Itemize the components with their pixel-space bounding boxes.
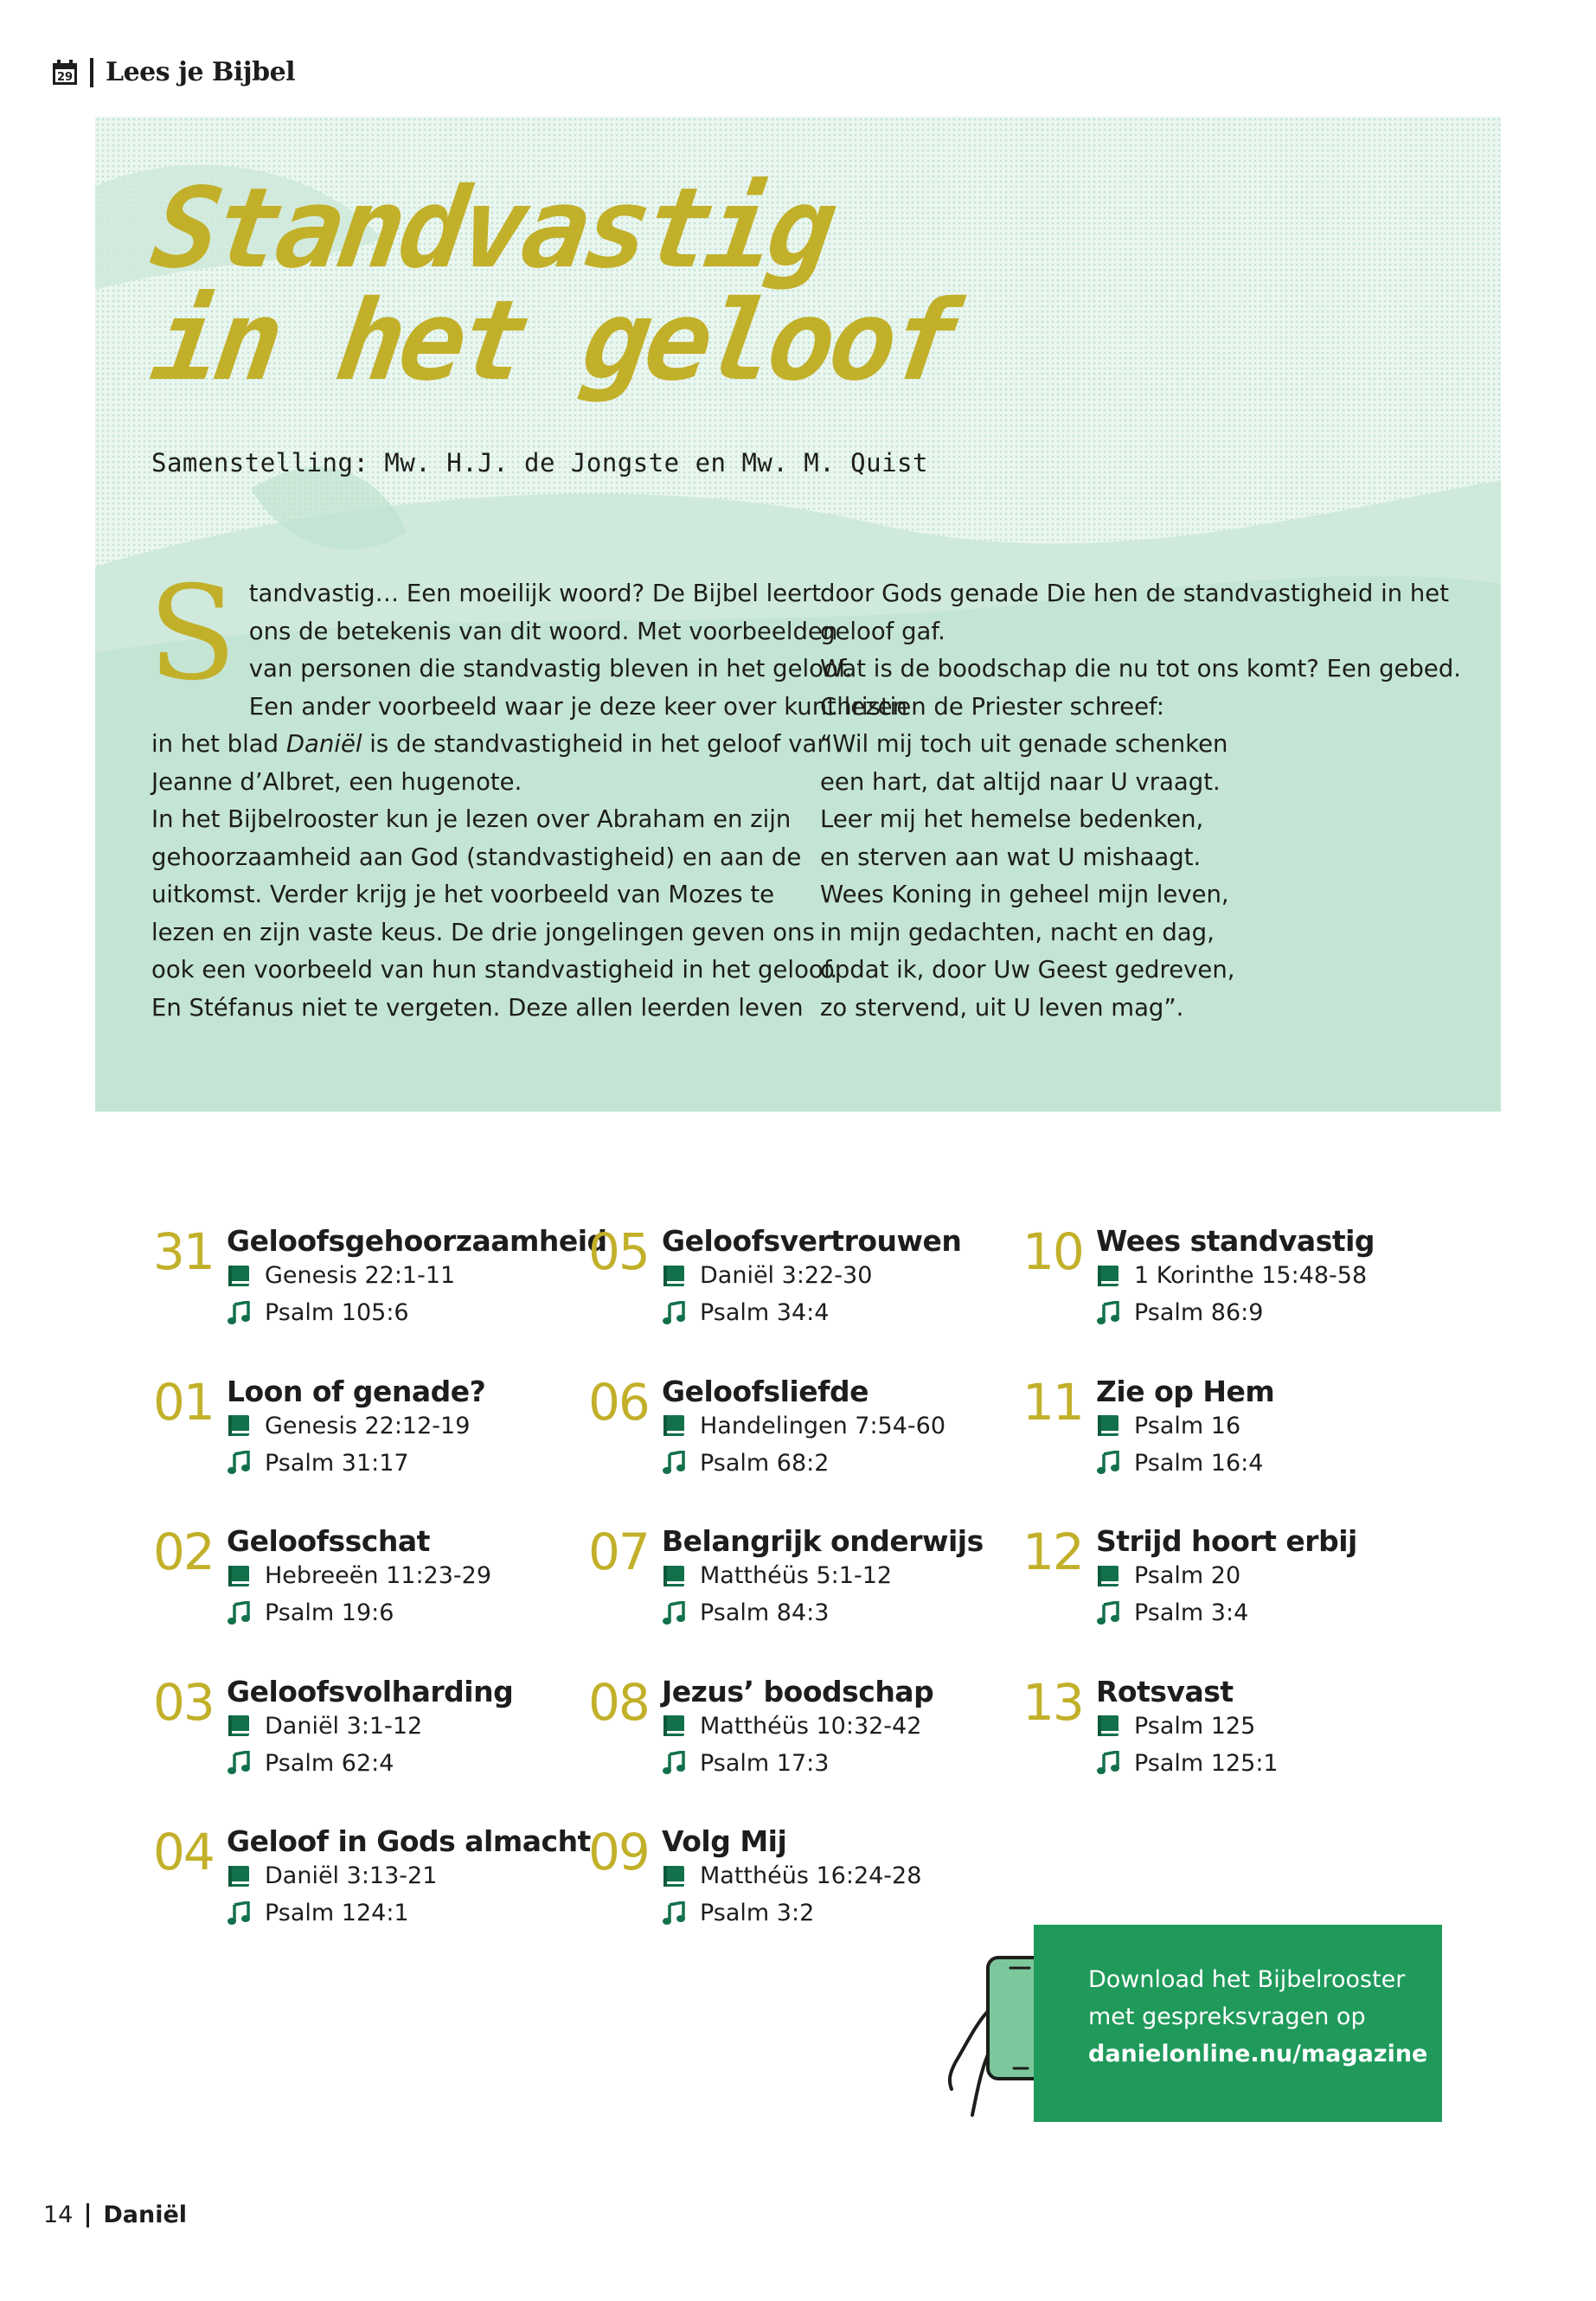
text-line: ons de betekenis van dit woord. Met voorbeelden: [248, 617, 838, 645]
day-number: 05: [588, 1222, 649, 1281]
poem-line: een hart, dat altijd naar U vraagt.: [820, 767, 1221, 796]
text-line: ook een voorbeeld van hun standvastigheid in het geloof.: [151, 956, 838, 984]
bible-book-icon: [662, 1413, 700, 1438]
day-number: 06: [588, 1372, 649, 1432]
magazine-name: Daniël: [103, 2202, 188, 2228]
bible-book-icon: [227, 1714, 265, 1738]
entry-title: Wees standvastig: [1096, 1224, 1375, 1258]
reading-ref: Matthéüs 16:24-28: [700, 1862, 922, 1889]
section-label: Lees je Bijbel: [106, 57, 296, 87]
psalm-ref: Psalm 62:4: [265, 1749, 394, 1777]
poem-line: Wees Koning in geheel mijn leven,: [820, 881, 1229, 908]
schedule-entry: [588, 1224, 1021, 1371]
music-note-icon: [662, 1451, 700, 1475]
bible-reading: [1096, 1562, 1240, 1589]
music-note-icon: [227, 1601, 265, 1625]
psalm-reference: [1096, 1299, 1263, 1326]
bible-book-icon: [1096, 1714, 1134, 1738]
poem-line: in mijn gedachten, nacht en dag,: [820, 918, 1215, 946]
psalm-reference: [1096, 1750, 1279, 1777]
entry-title: Geloofsvolharding: [227, 1674, 514, 1708]
bible-reading: [1096, 1262, 1367, 1289]
day-number: 07: [588, 1522, 649, 1581]
psalm-ref: Psalm 125:1: [1134, 1749, 1279, 1777]
psalm-reference: [662, 1599, 829, 1626]
reading-ref: Psalm 20: [1134, 1562, 1241, 1589]
psalm-ref: Psalm 34:4: [700, 1299, 830, 1326]
drop-cap: S: [148, 559, 237, 709]
text-line: In het Bijbelrooster kun je lezen over Abraham en zijn: [151, 805, 792, 833]
bible-reading: [227, 1713, 422, 1740]
psalm-ref: Psalm 16:4: [1134, 1449, 1264, 1477]
day-number: 04: [153, 1823, 214, 1881]
psalm-ref: Psalm 105:6: [265, 1299, 409, 1326]
calendar-day: 29: [56, 70, 74, 84]
psalm-ref: Psalm 3:4: [1134, 1599, 1249, 1626]
schedule-entry: [153, 1372, 586, 1522]
bible-book-icon: [1096, 1264, 1134, 1288]
schedule-entry: [588, 1824, 1021, 1971]
title-line-2: in het geloof: [144, 277, 963, 406]
music-note-icon: [1096, 1451, 1134, 1475]
download-callout: [1034, 1925, 1442, 2122]
music-note-icon: [662, 1301, 700, 1325]
psalm-reference: [1096, 1599, 1248, 1626]
text-line: tandvastig… Een moeilijk woord? De Bijbel leert: [248, 580, 822, 607]
schedule-entry: [588, 1372, 1021, 1522]
bible-book-icon: [227, 1864, 265, 1888]
music-note-icon: [1096, 1601, 1134, 1625]
psalm-ref: Psalm 17:3: [700, 1749, 830, 1777]
intro-column-right: [820, 575, 1477, 1027]
bible-reading: [662, 1262, 872, 1289]
text-line: uitkomst. Verder krijg je het voorbeeld van Mozes te: [151, 881, 775, 908]
psalm-ref: Psalm 19:6: [265, 1599, 394, 1626]
entry-title: Geloofsvertrouwen: [662, 1224, 962, 1258]
entry-title: Jezus’ boodschap: [662, 1674, 934, 1708]
bible-reading: [662, 1713, 921, 1740]
bible-book-icon: [662, 1264, 700, 1288]
entry-title: Geloofsgehoorzaamheid: [227, 1224, 607, 1258]
bible-reading: [227, 1413, 470, 1439]
reading-ref: Daniël 3:22-30: [700, 1262, 873, 1289]
schedule-entry: [1022, 1224, 1455, 1371]
bible-reading: [227, 1862, 437, 1889]
reading-ref: 1 Korinthe 15:48-58: [1134, 1262, 1368, 1289]
reading-ref: Matthéüs 5:1-12: [700, 1562, 893, 1589]
download-line-2: met gespreksvragen op: [1088, 2003, 1366, 2030]
credit-line: Samenstelling: Mw. H.J. de Jongste en Mw. M. Quist: [151, 448, 928, 478]
reading-ref: Daniël 3:13-21: [265, 1862, 438, 1889]
page-footer: [43, 2202, 187, 2228]
text-line: gehoorzaamheid aan God (standvastigheid) en aan de: [151, 843, 802, 871]
music-note-icon: [227, 1901, 265, 1926]
psalm-reference: [227, 1299, 409, 1326]
psalm-ref: Psalm 68:2: [700, 1449, 830, 1477]
page-header: [52, 57, 295, 87]
download-text: [1088, 1961, 1427, 2073]
music-note-icon: [662, 1601, 700, 1625]
psalm-ref: Psalm 124:1: [265, 1900, 409, 1926]
day-number: 03: [153, 1672, 214, 1732]
text-line: in het blad Daniël is de standvastigheid in het geloof van: [151, 730, 832, 758]
bible-book-icon: [662, 1564, 700, 1588]
bible-book-icon: [662, 1714, 700, 1738]
bible-reading: [662, 1413, 945, 1439]
footer-divider: [87, 2203, 89, 2227]
day-number: 02: [153, 1522, 214, 1581]
music-note-icon: [1096, 1751, 1134, 1775]
poem-line: Leer mij het hemelse bedenken,: [820, 805, 1204, 833]
bible-book-icon: [662, 1864, 700, 1888]
day-number: 13: [1022, 1672, 1083, 1732]
reading-ref: Matthéüs 10:32-42: [700, 1712, 922, 1740]
reading-ref: Hebreeën 11:23-29: [265, 1562, 491, 1589]
entry-title: Zie op Hem: [1096, 1374, 1275, 1408]
entry-title: Strijd hoort erbij: [1096, 1524, 1357, 1558]
entry-title: Geloofsschat: [227, 1524, 430, 1558]
bible-book-icon: [227, 1264, 265, 1288]
poem-line: “Wil mij toch uit genade schenken: [820, 730, 1228, 758]
schedule-entry: [588, 1672, 1021, 1822]
psalm-reference: [227, 1750, 394, 1777]
day-number: 10: [1022, 1222, 1083, 1281]
day-number: 11: [1022, 1372, 1083, 1432]
day-number: 08: [588, 1672, 649, 1732]
music-note-icon: [227, 1451, 265, 1475]
text-line: Jeanne d’Albret, een hugenote.: [151, 767, 522, 796]
text-line: van personen die standvastig bleven in het geloof.: [248, 655, 853, 683]
entry-title: Geloofsliefde: [662, 1374, 869, 1408]
intro-panel: [95, 117, 1501, 1112]
header-divider: [90, 58, 93, 87]
bible-reading: [662, 1562, 892, 1589]
bible-book-icon: [1096, 1564, 1134, 1588]
entry-title: Rotsvast: [1096, 1674, 1234, 1708]
psalm-reference: [227, 1599, 394, 1626]
schedule-entry: [1022, 1372, 1455, 1522]
bible-reading: [227, 1262, 455, 1289]
bible-reading: [662, 1862, 921, 1889]
music-note-icon: [227, 1751, 265, 1775]
text-line: En Stéfanus niet te vergeten. Deze allen leerden leven: [151, 993, 804, 1022]
text-line: lezen en zijn vaste keus. De drie jongelingen geven ons: [151, 918, 815, 946]
psalm-reference: [662, 1299, 829, 1326]
music-note-icon: [662, 1901, 700, 1926]
poem-line: en sterven aan wat U mishaagt.: [820, 843, 1202, 871]
bible-book-icon: [227, 1564, 265, 1588]
psalm-ref: Psalm 84:3: [700, 1599, 830, 1626]
entry-title: Loon of genade?: [227, 1374, 486, 1408]
poem-line: zo stervend, uit U leven mag”.: [820, 993, 1184, 1022]
bible-reading: [1096, 1413, 1240, 1439]
bible-reading: [227, 1562, 491, 1589]
reading-ref: Handelingen 7:54-60: [700, 1412, 946, 1439]
day-number: 09: [588, 1823, 649, 1881]
psalm-ref: Psalm 3:2: [700, 1900, 815, 1926]
reading-ref: Psalm 125: [1134, 1712, 1256, 1740]
bible-book-icon: [1096, 1413, 1134, 1438]
schedule-entry: [1022, 1524, 1455, 1671]
music-note-icon: [227, 1301, 265, 1325]
download-link[interactable]: danielonline.nu/magazine: [1088, 2041, 1428, 2067]
text-line: Een ander voorbeeld waar je deze keer over kunt lezen: [248, 692, 908, 721]
schedule-entry: [153, 1823, 591, 1971]
download-line-1: Download het Bijbelrooster: [1088, 1966, 1406, 1993]
poem-line: opdat ik, door Uw Geest gedreven,: [820, 956, 1235, 984]
day-number: 31: [153, 1222, 214, 1281]
bible-book-icon: [227, 1413, 265, 1438]
calendar-icon: [52, 60, 78, 86]
psalm-reference: [227, 1900, 409, 1926]
entry-title: Belangrijk onderwijs: [662, 1524, 984, 1558]
day-number: 12: [1022, 1522, 1083, 1581]
psalm-ref: Psalm 86:9: [1134, 1299, 1264, 1326]
text-line: geloof gaf.: [820, 617, 945, 645]
psalm-reference: [662, 1450, 829, 1477]
psalm-ref: Psalm 31:17: [265, 1449, 409, 1477]
title-line-1: Standvastig: [144, 164, 840, 293]
day-number: 01: [153, 1372, 214, 1432]
psalm-reference: [1096, 1450, 1263, 1477]
psalm-reference: [662, 1900, 814, 1926]
schedule-entry: [153, 1524, 586, 1671]
reading-ref: Daniël 3:1-12: [265, 1712, 423, 1740]
bible-reading: [1096, 1713, 1255, 1740]
psalm-reference: [662, 1750, 829, 1777]
reading-ref: Genesis 22:12-19: [265, 1412, 471, 1439]
entry-title: Geloof in Gods almacht: [227, 1824, 591, 1858]
psalm-reference: [227, 1450, 409, 1477]
page-number: 14: [43, 2202, 74, 2228]
reading-ref: Psalm 16: [1134, 1412, 1241, 1439]
music-note-icon: [1096, 1301, 1134, 1325]
text-line: Wat is de boodschap die nu tot ons komt? Een gebed.: [820, 655, 1462, 683]
text-line: Christien de Priester schreef:: [820, 692, 1164, 721]
article-title: [144, 164, 963, 406]
music-note-icon: [662, 1751, 700, 1775]
schedule-entry: [1022, 1672, 1455, 1822]
schedule-entry: [153, 1222, 607, 1371]
entry-title: Volg Mij: [662, 1824, 787, 1858]
schedule-entry: [588, 1524, 1021, 1671]
schedule-entry: [153, 1672, 586, 1822]
text-line: door Gods genade Die hen de standvastigheid in het: [820, 580, 1450, 607]
reading-ref: Genesis 22:1-11: [265, 1262, 456, 1289]
